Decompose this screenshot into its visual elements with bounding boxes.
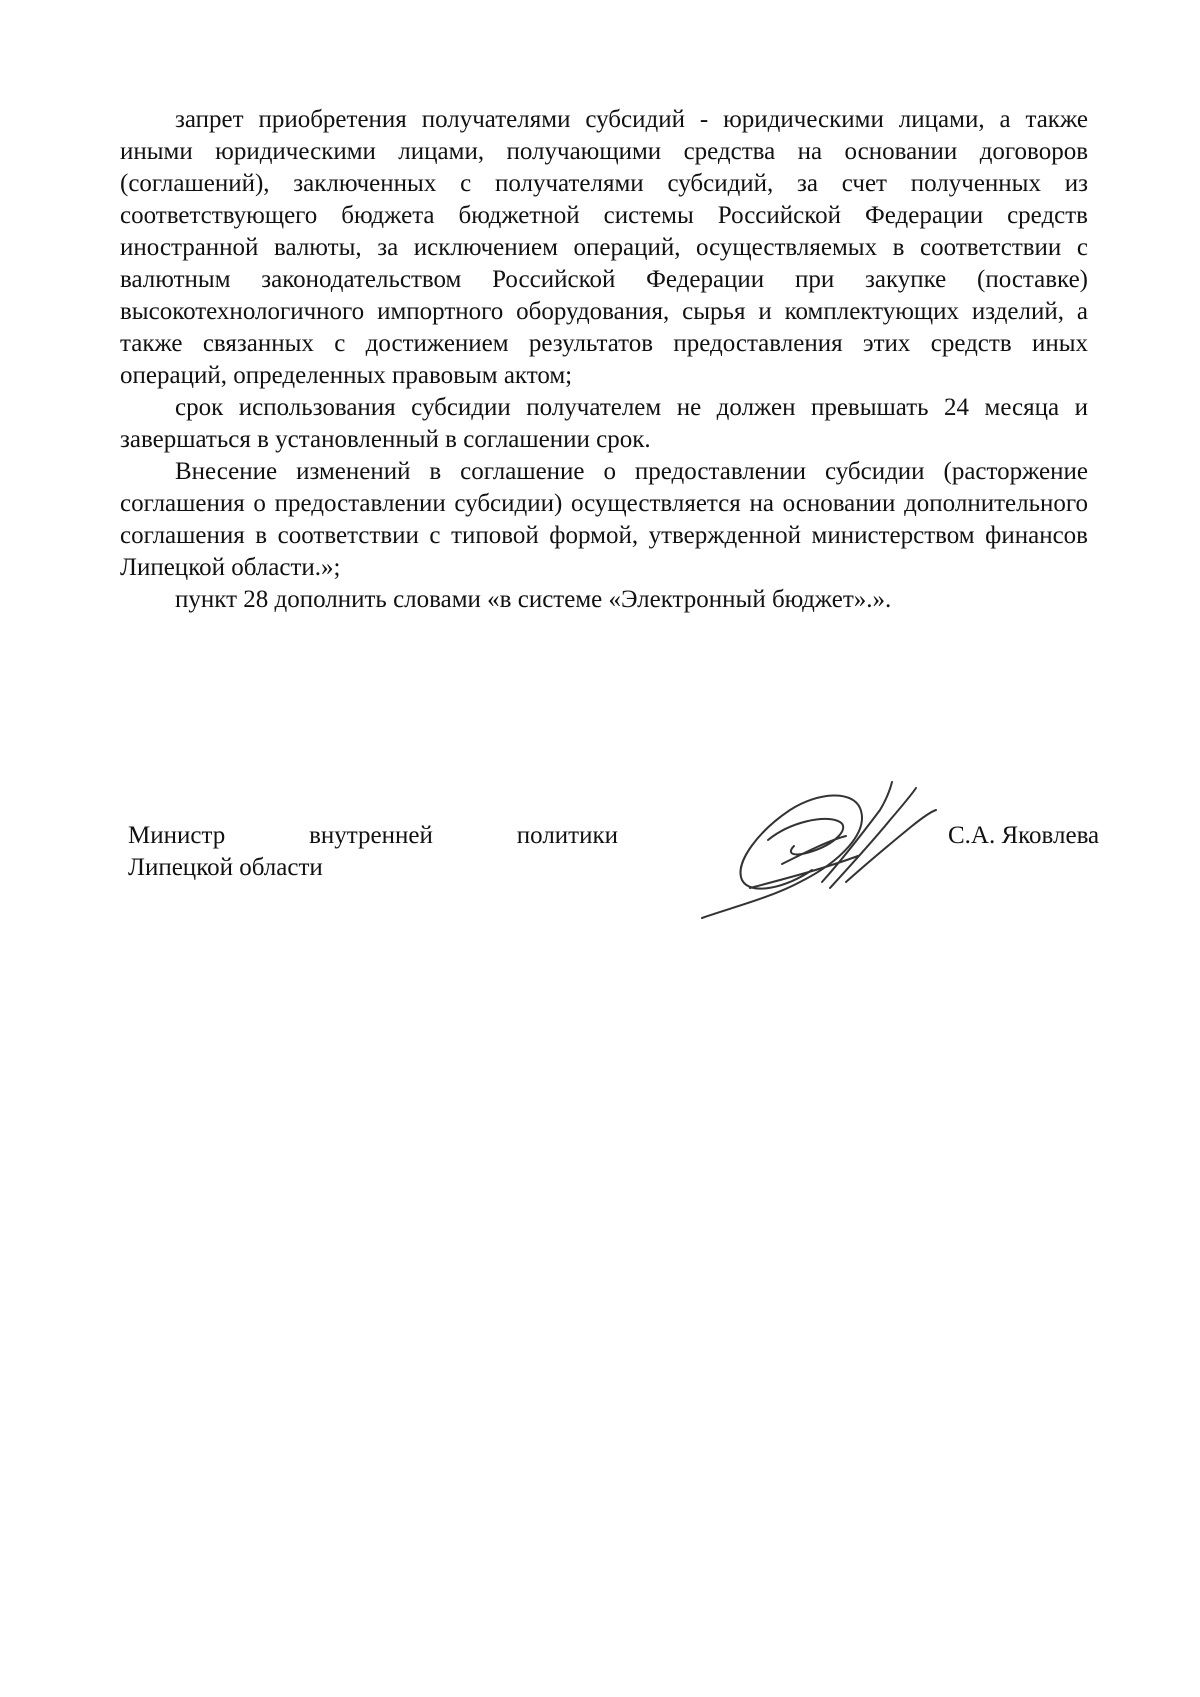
paragraph-agreement-changes: Внесение изменений в соглашение о предоставлении субсидии (расторжение соглашения о предоставлении субсидии) осуществляется на основании дополнительного соглашения в соответствии с типовой формой, утвержденной министерством финансов Липецкой области.»; [120, 458, 1088, 581]
signature-block [128, 820, 1128, 930]
signatory-title: Министр внутренней политики [128, 822, 618, 849]
paragraph-item-28: пункт 28 дополнить словами «в системе «Электронный бюджет».». [175, 586, 892, 613]
paragraph-usage-term: срок использования субсидии получателем не должен превышать 24 месяца и завершаться в установленный в соглашении срок. [120, 394, 1088, 453]
signatory-region: Липецкой области [128, 854, 323, 881]
paragraph-currency-ban: запрет приобретения получателями субсидий - юридическими лицами, а также иными юридическими лицами, получающими средства на основании договоров (соглашений), заключенных с получателями субсидий, за счет полученных из соответствующего бюджета бюджетной системы Российской Федерации средств иностранной валюты, за исключением операций, осуществляемых в соответствии с валютным законодательством Российской Федерации при закупке (поставке) высокотехнологичного импортного оборудования, сырья и комплектующих изделий, а также связанных с достижением результатов предоставления этих средств иных операций, определенных правовым актом; [120, 106, 1088, 389]
document-body [120, 104, 1088, 616]
signatory-name: С.А. Яковлева [948, 822, 1100, 849]
handwritten-signature [690, 770, 960, 920]
